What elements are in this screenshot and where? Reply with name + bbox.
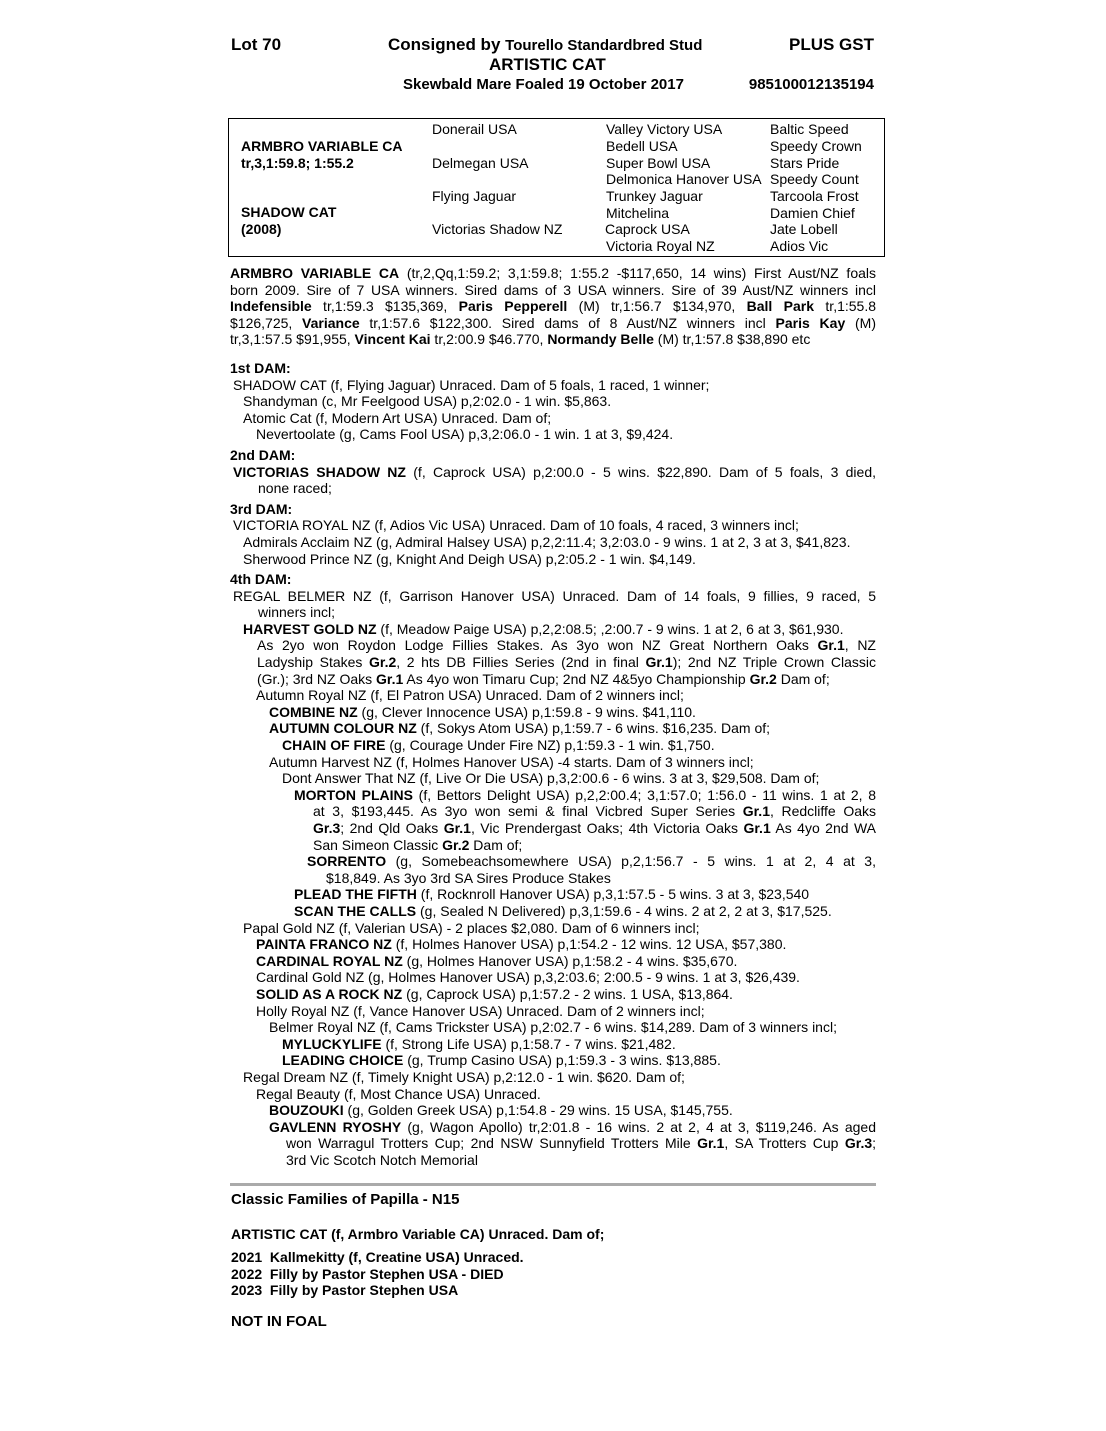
pedigree-sire: ARMBRO VARIABLE CA (241, 138, 403, 154)
text-run: (g, Golden Greek USA) p,1:54.8 - 29 wins. 15 USA, $145,755. (343, 1102, 733, 1119)
bold-text: PLEAD THE FIFTH (294, 886, 417, 903)
text-run: Belmer Royal NZ (f, Cams Trickster USA) p,2:02.7 - 6 wins. $14,289. Dam of 3 winners incl; (269, 1019, 837, 1036)
bold-text: BOUZOUKI (269, 1102, 344, 1119)
second-dam-section (230, 464, 876, 497)
text-run: Admirals Acclaim NZ (g, Admiral Halsey USA) p,2,2:11.4; 3,2:03.0 - 9 wins. 1 at 2, 3 at 3, $41,823. (243, 533, 851, 550)
pedigree-gen3-3: Super Bowl USA (606, 155, 711, 171)
fourth-dam-line (230, 886, 876, 903)
text-run: at 3, $193,445. As 3yo won semi & final Vicbred Super Series (313, 803, 743, 820)
text-run: (f, Caprock USA) p,2:00.0 - 5 wins. $22,890. Dam of 5 foals, 3 died, (405, 463, 876, 480)
fourth-dam-line (230, 1052, 876, 1069)
bold-text: Gr.1 (742, 803, 770, 820)
second-dam-heading: 2nd DAM: (230, 446, 296, 463)
bold-text: SOLID AS A ROCK NZ (256, 985, 403, 1002)
text-run: none raced; (258, 480, 332, 497)
text-run: (f, Rocknroll Hanover USA) p,3,1:57.5 - 5 wins. 3 at 3, $23,540 (416, 886, 810, 903)
fourth-dam-line (230, 654, 876, 671)
bold-text: VICTORIAS SHADOW NZ (233, 463, 406, 480)
text-run: REGAL BELMER NZ (f, Garrison Hanover USA) Unraced. Dam of 14 foals, 9 fillies, 9 raced, 5 (233, 587, 876, 604)
first-dam-line (230, 377, 876, 394)
first-dam-line (230, 410, 876, 427)
produce-summary: ARTISTIC CAT (f, Armbro Variable CA) Unraced. Dam of; (231, 1226, 605, 1242)
bold-text: Gr.1 (376, 670, 404, 687)
pedigree-gen4-2: Speedy Crown (770, 138, 862, 154)
consignor-line (388, 35, 702, 55)
text-run: Dam of; (469, 836, 523, 853)
fourth-dam-line (230, 588, 876, 605)
bold-text: CARDINAL ROYAL NZ (256, 952, 403, 969)
fourth-dam-line (230, 687, 876, 704)
third-dam-line (230, 517, 876, 534)
fourth-dam-line (230, 1102, 876, 1119)
bold-text: HARVEST GOLD NZ (243, 620, 377, 637)
fourth-dam-line (230, 969, 876, 986)
text-run: As 4yo won Timaru Cup; 2nd NZ 4&5yo Championship (403, 670, 750, 687)
text-run: (M) (845, 314, 876, 331)
pedigree-gen3-5: Trunkey Jaguar (606, 188, 703, 204)
text-run: Dont Answer That NZ (f, Live Or Die USA) p,3,2:00.6 - 6 wins. 3 at 3, $29,508. Dam of; (282, 770, 820, 787)
sire-summary-line (230, 282, 876, 299)
text-run: tr,3,1:57.5 $91,955, (230, 331, 355, 348)
pedigree-gen2-sire-sire: Donerail USA (432, 121, 517, 137)
bold-text: Variance (302, 314, 360, 331)
bold-text: Gr.1 (697, 1135, 725, 1152)
bold-text: Indefensible (230, 298, 312, 315)
pedigree-gen4-5: Tarcoola Frost (770, 188, 859, 204)
text-run: tr,1:55.8 (814, 298, 877, 315)
pedigree-gen4-7: Jate Lobell (770, 221, 838, 237)
text-run: Regal Beauty (f, Most Chance USA) Unraced. (256, 1085, 541, 1102)
text-run: VICTORIA ROYAL NZ (f, Adios Vic USA) Unraced. Dam of 10 foals, 4 raced, 3 winners incl; (233, 517, 799, 534)
catalogue-body (230, 265, 876, 1168)
bold-text: Gr.1 (817, 637, 845, 654)
pedigree-gen3-4: Delmonica Hanover USA (606, 171, 762, 187)
bold-text: Gr.1 (645, 654, 673, 671)
text-run: As 4yo 2nd WA (770, 820, 876, 836)
gst-label: PLUS GST (788, 35, 874, 54)
consigned-label: Consigned by (388, 35, 501, 54)
fourth-dam-line (230, 621, 876, 638)
text-run: (g, Clever Innocence USA) p,1:59.8 - 9 wins. $41,110. (357, 703, 696, 720)
fourth-dam-line (230, 853, 876, 870)
second-dam-line (230, 464, 876, 481)
bold-text: AUTUMN COLOUR NZ (269, 720, 417, 737)
bold-text: Normandy Belle (547, 331, 654, 348)
fourth-dam-line (230, 837, 876, 854)
second-dam-line (230, 480, 876, 497)
text-run: Autumn Royal NZ (f, El Patron USA) Unraced. Dam of 2 winners incl; (256, 687, 684, 704)
fourth-dam-line (230, 986, 876, 1003)
fourth-dam-line (230, 920, 876, 937)
consignor-name: Tourello Standardbred Stud (505, 37, 703, 54)
fourth-dam-line (230, 770, 876, 787)
produce-record-2022: 2022 Filly by Pastor Stephen USA - DIED (231, 1266, 504, 1282)
bold-text: Gr.3 (313, 820, 341, 836)
fourth-dam-heading: 4th DAM: (230, 571, 292, 588)
bold-text: LEADING CHOICE (282, 1052, 404, 1069)
text-run: , SA Trotters Cup (724, 1135, 845, 1152)
text-run: (f, Strong Life USA) p,1:58.7 - 7 wins. $21,482. (381, 1035, 676, 1052)
fourth-dam-line (230, 1135, 876, 1152)
text-run: , Redcliffe Oaks (769, 803, 877, 820)
text-run: ; (872, 1135, 877, 1152)
produce-record-2021: 2021 Kallmekitty (f, Creatine USA) Unraced. (231, 1249, 524, 1265)
fourth-dam-line (230, 604, 876, 621)
fourth-dam-line (230, 1003, 876, 1020)
bold-text: Gr.2 (442, 836, 470, 853)
pedigree-gen3-7: Caprock USA (605, 221, 690, 237)
third-dam-section (230, 517, 876, 567)
fourth-dam-section (230, 588, 876, 1169)
bold-text: SCAN THE CALLS (294, 902, 417, 919)
sire-summary-line (230, 331, 876, 348)
pedigree-gen4-4: Speedy Count (770, 171, 859, 187)
text-run: Regal Dream NZ (f, Timely Knight USA) p,2:12.0 - 1 win. $620. Dam of; (243, 1068, 685, 1085)
bold-text: ARMBRO VARIABLE CA (230, 265, 400, 281)
text-run: (g, Sealed N Delivered) p,3,1:59.6 - 4 wins. 2 at 2, 2 at 3, $17,525. (416, 902, 832, 919)
pedigree-gen2-dam-dam: Victorias Shadow NZ (432, 221, 563, 237)
microchip-number: 985100012135194 (748, 76, 874, 93)
pedigree-gen3-8: Victoria Royal NZ (606, 238, 715, 254)
first-dam-section (230, 377, 876, 443)
text-run: Dam of; (776, 670, 830, 687)
pedigree-dam: SHADOW CAT (241, 204, 337, 220)
fourth-dam-line (230, 803, 876, 820)
text-run: tr,1:57.6 $122,300. Sired dams of 8 Aust/NZ winners incl (359, 314, 776, 331)
bold-text: Ball Park (746, 298, 815, 315)
sire-summary-line (230, 265, 876, 282)
fourth-dam-line (230, 787, 876, 804)
bold-text: MYLUCKYLIFE (282, 1035, 382, 1052)
bold-text: Paris Pepperell (458, 298, 568, 315)
fourth-dam-line (230, 754, 876, 771)
fourth-dam-line (230, 936, 876, 953)
fourth-dam-line (230, 820, 876, 837)
text-run: Papal Gold NZ (f, Valerian USA) - 2 places $2,080. Dam of 6 winners incl; (243, 919, 700, 936)
text-run: (Gr.); 3rd NZ Oaks (257, 670, 377, 687)
third-dam-line (230, 551, 876, 568)
text-run: Ladyship Stakes (257, 654, 370, 671)
text-run: Shandyman (c, Mr Feelgood USA) p,2:02.0 - 1 win. $5,863. (243, 393, 612, 410)
sire-summary-line (230, 298, 876, 315)
bold-text: Gr.1 (743, 820, 771, 836)
fourth-dam-line (230, 1019, 876, 1036)
fourth-dam-line (230, 1069, 876, 1086)
text-run: 3rd Vic Scotch Notch Memorial (286, 1151, 478, 1168)
lot-number: Lot 70 (231, 35, 282, 54)
text-run: winners incl; (258, 604, 336, 621)
fourth-dam-line (230, 737, 876, 754)
text-run: (g, Somebeachsomewhere USA) p,2,1:56.7 - 5 wins. 1 at 2, 4 at 3, (386, 853, 876, 870)
fourth-dam-line (230, 671, 876, 688)
text-run: Sherwood Prince NZ (g, Knight And Deigh USA) p,2:05.2 - 1 win. $4,149. (243, 550, 696, 567)
bold-text: CHAIN OF FIRE (282, 737, 386, 754)
bold-text: Gr.2 (749, 670, 777, 687)
sire-summary-line (230, 315, 876, 332)
text-run: , NZ (844, 637, 876, 654)
fourth-dam-line (230, 1119, 876, 1136)
text-run: $18,849. As 3yo 3rd SA Sires Produce Stakes (326, 869, 611, 886)
text-run: ; 2nd Qld Oaks (340, 820, 444, 836)
text-run: (f, Holmes Hanover USA) p,1:54.2 - 12 wins. 12 USA, $57,380. (391, 936, 787, 953)
text-run: (g, Courage Under Fire NZ) p,1:59.3 - 1 win. $1,750. (385, 737, 715, 754)
bold-text: GAVLENN RYOSHY (269, 1118, 402, 1135)
fourth-dam-line (230, 903, 876, 920)
bold-text: PAINTA FRANCO NZ (256, 936, 392, 953)
foaling-status: NOT IN FOAL (231, 1313, 327, 1330)
bold-text: Gr.3 (844, 1135, 873, 1152)
third-dam-line (230, 534, 876, 551)
text-run: Atomic Cat (f, Modern Art USA) Unraced. Dam of; (243, 409, 552, 426)
text-run: Holly Royal NZ (f, Vance Hanover USA) Unraced. Dam of 2 winners incl; (256, 1002, 705, 1019)
text-run: (g, Trump Casino USA) p,1:59.3 - 3 wins. $13,885. (403, 1052, 721, 1069)
text-run: born 2009. Sire of 7 USA winners. Sired dams of 3 USA winners. Sire of 39 Aust/NZ winners incl (230, 281, 876, 298)
pedigree-gen2-sire-dam: Delmegan USA (432, 155, 529, 171)
pedigree-table (228, 118, 885, 257)
text-run: (g, Caprock USA) p,1:57.2 - 2 wins. 1 USA, $13,864. (402, 985, 733, 1002)
horse-description: Skewbald Mare Foaled 19 October 2017 (403, 76, 684, 93)
text-run: (g, Holmes Hanover USA) p,1:58.2 - 4 wins. $35,670. (402, 952, 738, 969)
text-run: $126,725, (230, 314, 303, 331)
family-line: Classic Families of Papilla - N15 (231, 1191, 460, 1208)
fourth-dam-line (230, 870, 876, 887)
first-dam-line (230, 393, 876, 410)
text-run: San Simeon Classic (313, 836, 443, 853)
fourth-dam-line (230, 953, 876, 970)
text-run: Autumn Harvest NZ (f, Holmes Hanover USA) -4 starts. Dam of 3 winners incl; (269, 753, 754, 770)
pedigree-gen3-1: Valley Victory USA (606, 121, 723, 137)
section-divider (230, 1183, 876, 1186)
text-run: won Warragul Trotters Cup; 2nd NSW Sunnyfield Trotters Mile (286, 1135, 698, 1152)
sire-summary (230, 265, 876, 348)
text-run: SHADOW CAT (f, Flying Jaguar) Unraced. Dam of 5 foals, 1 raced, 1 winner; (233, 376, 710, 393)
text-run: , 2 hts DB Fillies Series (2nd in final (396, 654, 646, 671)
first-dam-line (230, 426, 876, 443)
first-dam-heading: 1st DAM: (230, 359, 291, 376)
bold-text: COMBINE NZ (269, 703, 358, 720)
pedigree-gen4-6: Damien Chief (770, 205, 855, 221)
pedigree-gen4-3: Stars Pride (770, 155, 840, 171)
text-run: Nevertoolate (g, Cams Fool USA) p,3,2:06.0 - 1 win. 1 at 3, $9,424. (256, 426, 674, 443)
text-run: ); 2nd NZ Triple Crown Classic (672, 654, 877, 671)
fourth-dam-line (230, 1152, 876, 1169)
text-run: Cardinal Gold NZ (g, Holmes Hanover USA) p,3,2:03.6; 2:00.5 - 9 wins. 1 at 3, $26,439. (256, 969, 800, 986)
text-run: (f, Bettors Delight USA) p,2,2:00.4; 3,1:57.0; 1:56.0 - 11 wins. 1 at 2, 8 (412, 786, 876, 803)
text-run: (tr,2,Qq,1:59.2; 3,1:59.8; 1:55.2 -$117,650, 14 wins) First Aust/NZ foals (399, 265, 876, 281)
produce-record-2023: 2023 Filly by Pastor Stephen USA (231, 1282, 459, 1298)
horse-name: ARTISTIC CAT (489, 55, 606, 74)
text-run: (f, Meadow Paige USA) p,2,2:08.5; ,2:00.7 - 9 wins. 1 at 2, 6 at 3, $61,930. (376, 620, 844, 637)
pedigree-sire-record: tr,3,1:59.8; 1:55.2 (241, 155, 354, 171)
text-run: (f, Sokys Atom USA) p,1:59.7 - 6 wins. $16,235. Dam of; (416, 720, 771, 737)
pedigree-gen4-1: Baltic Speed (770, 121, 849, 137)
bold-text: Gr.1 (443, 820, 471, 836)
pedigree-gen3-2: Bedell USA (606, 138, 678, 154)
fourth-dam-line (230, 720, 876, 737)
fourth-dam-line (230, 704, 876, 721)
pedigree-gen3-6: Mitchelina (606, 205, 670, 221)
pedigree-gen2-dam-sire: Flying Jaguar (432, 188, 517, 204)
pedigree-gen4-8: Adios Vic (770, 238, 829, 254)
text-run: tr,1:59.3 $135,369, (311, 298, 459, 315)
text-run: tr,2:00.9 $46.770, (430, 331, 548, 348)
fourth-dam-line (230, 1086, 876, 1103)
text-run: (M) tr,1:56.7 $134,970, (567, 298, 747, 315)
third-dam-heading: 3rd DAM: (230, 500, 293, 517)
text-run: As 2yo won Roydon Lodge Fillies Stakes. As 3yo won NZ Great Northern Oaks (257, 637, 818, 654)
fourth-dam-line (230, 1036, 876, 1053)
bold-text: SORRENTO (307, 853, 387, 870)
bold-text: MORTON PLAINS (294, 786, 413, 803)
pedigree-dam-year: (2008) (241, 221, 282, 237)
text-run: (M) tr,1:57.8 $38,890 etc (653, 331, 811, 348)
text-run: , Vic Prendergast Oaks; 4th Victoria Oaks (470, 820, 744, 836)
bold-text: Gr.2 (369, 654, 397, 671)
fourth-dam-line (230, 637, 876, 654)
bold-text: Vincent Kai (354, 331, 431, 348)
bold-text: Paris Kay (775, 314, 846, 331)
text-run: (g, Wagon Apollo) tr,2:01.8 - 16 wins. 2 at 2, 4 at 3, $119,246. As aged (401, 1118, 877, 1135)
